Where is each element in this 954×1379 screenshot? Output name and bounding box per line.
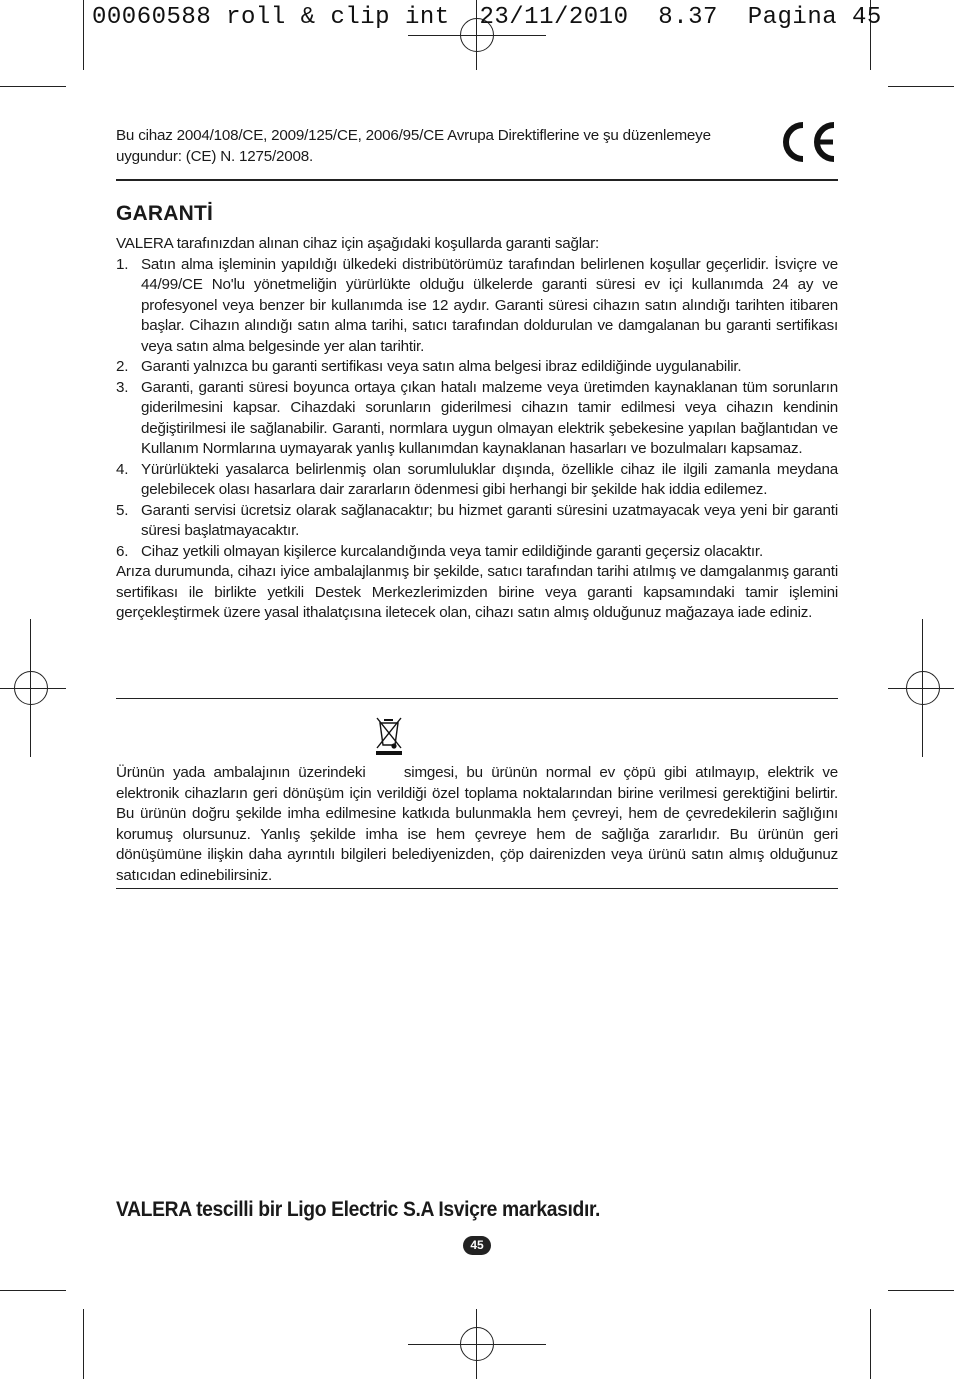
list-item: 1. Satın alma işleminin yapıldığı ülkedeki distribütörümüz tarafından belirlenen koşullar geçerlidir. İsviçre ve 44/99/CE No'lu yönetmeliğin yürürlükte olduğu ülkelerde garanti süresi ev içi kullanımda 24 ay ve profesyonel veya benzer bir kullanımda ise 12 aydır. Garanti süresi cihazın satın alındığı tarihten itibaren başlar. Cihazın alındığı satın alma tarihi, satıcı tarafından doldurulan ve damgalanan bu garanti sertifikası veya satın alma belgesinde yer alan tarihtir. (116, 255, 838, 355)
crop-mark (888, 1290, 954, 1291)
crop-mark (870, 1309, 871, 1379)
crop-mark (83, 0, 84, 70)
ce-mark-icon (776, 119, 838, 165)
warranty-title: GARANTİ (116, 202, 214, 225)
warranty-body (116, 234, 838, 624)
list-item: 6. Cihaz yetkili olmayan kişilerce kurcalandığında veya tamir edildiğinde garanti geçersiz olacaktır. (116, 542, 763, 560)
list-item: 5. Garanti servisi ücretsiz olarak sağlanacaktır; bu hizmet garanti süresini uzatmayacak veya yeni bir garanti süresi başlatmayacaktır. (116, 501, 838, 539)
divider (116, 888, 838, 889)
crossed-out-wheelie-bin-icon (374, 745, 404, 781)
divider (116, 179, 838, 181)
list-item: 4. Yürürlükteki yasalarca belirlenmiş olan sorumluluklar dışında, özellikle cihaz ile ilgili zamanla meydana gelebilecek olası hasarlara dair zararların ödenmesi gibi herhangi bir şekilde hak iddia edilemez. (116, 460, 838, 498)
warranty-terms-list (116, 255, 838, 563)
registration-mark (888, 688, 954, 689)
compliance-text: Bu cihaz 2004/108/CE, 2009/125/CE, 2006/95/CE Avrupa Direktiflerine ve şu düzenlemeye uygundur: (CE) N. 1275/2008. (116, 127, 711, 165)
crop-mark (0, 1290, 66, 1291)
warranty-intro: VALERA tarafınızdan alınan cihaz için aşağıdaki koşullarda garanti sağlar: (116, 235, 600, 252)
divider (116, 698, 838, 699)
crop-mark (888, 86, 954, 87)
warranty-closing: Arıza durumunda, cihazı iyice ambalajlanmış bir şekilde, satıcı tarafından tarihi atılmış ve damgalanmış garanti sertifikası ile birlikte yetkili Destek Merkezlerimizden birine veya garanti kapsamındaki tamir işlemini gerçekleştirmek üzere yasal ithalatçısına iletecek olan, cihazı satın almış olduğunuz mağazaya iade ediniz. (116, 563, 838, 621)
page-number-badge: 45 (463, 1236, 491, 1255)
disposal-paragraph: Ürünün yada ambalajının üzerindeki simgesi, bu ürünün normal ev çöpü gibi atılmayıp, elektrik ve elektronik cihazların geri dönüşüm için verildiği özel toplama noktalarından birine verilmesi gerektiğini belirtir. Bu ürünün doğru şekilde imha edilmesine katkıda bulunmakla hem çevreyi, hem de çevredekilerin sağlığını korumuş olursunuz. Yanlış şekilde imha ise hem çevreye hem de sağlığa zararlıdır. Bu ürünün geri dönüşümüne ilişkin daha ayrıntılı bilgileri belediyenizden, çöp dairenizden veya ürünü satın almış olduğunuz satıcıdan edinebilirsiniz. (116, 745, 838, 886)
crop-mark (0, 86, 66, 87)
list-item: 3. Garanti, garanti süresi boyunca ortaya çıkan hatalı malzeme veya üretimden kaynaklanan tüm sorunların giderilmesini kapsar. Cihazdaki sorunların giderilmesi cihazın tamir edilmesi veya cihazın kendinin değiştirilmesi ile sağlanabilir. Garanti, normlara uygun olmayan elektrik şebekesine yapılan bağlantıdan ve Kullanım Normlarına uymayarak yanlış kullanımdan kaynaklanan hasarları ve bozulmaları kapsamaz. (116, 378, 838, 457)
print-slug: 00060588 roll & clip int 23/11/2010 8.37 Pagina 45 (92, 4, 882, 31)
crop-mark (83, 1309, 84, 1379)
brand-statement: VALERA tescilli bir Ligo Electric S.A Isviçre markasıdır. (116, 1198, 601, 1221)
registration-mark (476, 1309, 477, 1379)
list-item: 2. Garanti yalnızca bu garanti sertifikası veya satın alma belgesi ibraz edildiğinde uygulanabilir. (116, 358, 742, 375)
registration-mark (0, 688, 66, 689)
